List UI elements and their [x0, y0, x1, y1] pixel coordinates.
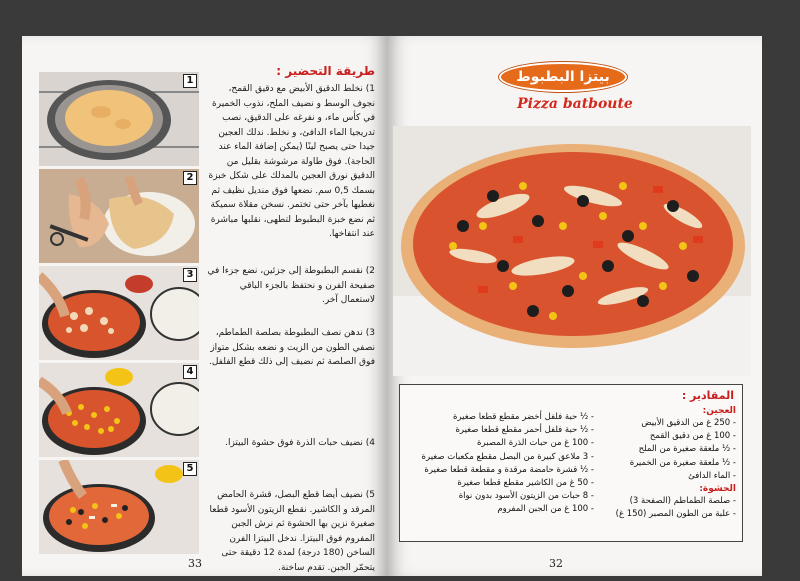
ingredients-toppings-column	[406, 411, 594, 517]
recipe-title-arabic: بيتزا البطبوط	[499, 62, 627, 92]
topping-item: - ½ قشرة حامضة مرقدة و مقطعة قطعا صغيرة	[406, 464, 594, 477]
finished-toppings-illustration	[39, 460, 199, 554]
step-photo-2	[39, 169, 199, 263]
filling-item: - صلصة الطماطم (الصفحة 3)	[596, 495, 736, 508]
step-3-text: 3) ندهن نصف البطبوطة بصلصة الطماطم، نصفي الطون من الزيت و نضعه بشكل متواز فوق الصلصة ثم نضيف إلى ذلك قطع الفلفل.	[208, 328, 375, 367]
ingredients-title: المقادير :	[681, 389, 734, 402]
hands-holding-bread-illustration	[39, 169, 199, 263]
ingredients-dough-column	[596, 405, 736, 521]
corn-topping-illustration	[39, 363, 199, 457]
step-number-2: 2	[183, 171, 197, 185]
dough-item: - 250 غ من الدقيق الأبيض	[596, 417, 736, 430]
topping-item: - ½ حبة فلفل أخضر مقطع قطعا صغيرة	[406, 411, 594, 424]
step-photo-4	[39, 363, 199, 457]
topping-item: - 100 غ من الجبن المفروم	[406, 503, 594, 516]
step-photo-1	[39, 72, 199, 166]
dough-item: - ½ ملعقة صغيرة من الخميرة	[596, 457, 736, 470]
right-page	[387, 36, 762, 576]
step-number-3: 3	[183, 268, 197, 282]
topping-item: - 8 حبات من الزيتون الأسود بدون نواة	[406, 490, 594, 503]
filling-label: الحشوة:	[699, 484, 736, 495]
topping-item: - 100 غ من حبات الذرة المصبرة	[406, 437, 594, 450]
open-book	[22, 36, 762, 578]
step-photo-5	[39, 460, 199, 554]
pizza-photo	[393, 126, 751, 376]
dough-label: العجين:	[702, 406, 736, 416]
step-number-5: 5	[183, 462, 197, 476]
dough-item: - 100 غ من دقيق القمح	[596, 430, 736, 443]
step-photo-3	[39, 266, 199, 360]
page-number-left: 33	[188, 557, 202, 570]
preparation-title: طريقة التحضير :	[276, 64, 375, 78]
dough-item: - ½ ملعقة صغيرة من الملح	[596, 443, 736, 456]
step-number-4: 4	[183, 365, 197, 379]
page-number-right: 32	[549, 557, 563, 570]
topping-item: - 50 غ من الكاشير مقطع قطعا صغيرة	[406, 477, 594, 490]
step-2-text: 2) نقسم البطبوطة إلى جزئين، نضع جزءا في صفيحة الفرن و نحتفظ بالجزء الباقي لاستعمال آخر.	[207, 266, 375, 305]
filling-item: - علبة من الطون المصبر (150 غ)	[596, 508, 736, 521]
pan-on-stove-illustration	[39, 72, 199, 166]
topping-item: - ½ حبة فلفل أحمر مقطع قطعا صغيرة	[406, 424, 594, 437]
step-4-text: 4) نضيف حبات الذرة فوق حشوة البيتزا.	[225, 438, 375, 448]
step-number-1: 1	[183, 74, 197, 88]
step-5-text: 5) نضيف أيضا قطع البصل، قشرة الحامض المرقد و الكاشير. نقطع الزيتون الأسود قطعا صغيرة نزين بها الحشوة ثم نرش الجبن المفروم فوق البيتزا. ندخل البيتزا الفرن الساخن (180 درجة) لمدة 12 دقيقة حتى يتحمّر الجبن. تقدم ساخنة.	[209, 490, 375, 573]
pizza-illustration	[393, 126, 751, 376]
step-photos	[39, 72, 199, 557]
ingredients-box	[399, 384, 743, 542]
sauce-tuna-base-illustration	[39, 266, 199, 360]
step-1-text: 1) نخلط الدقيق الأبيض مع دقيق القمح، نجوف الوسط و نضيف الملح، نذوب الخميرة في كأس ماء، و نفرغه على الدقيق، نصب تدريجيا الماء الدافئ، و نخلط. ندلك العجين جيدا حتى يصبح لينًا (يمكن إضافة الماء عند الحاجة). فوق طاولة مرشوشة بقليل من الدقيق نورق العجين بالمدلك على شكل خبزة بسمك 0,5 سم. نضعها فوق منديل نظيف ثم نغطيها بآخر حتى تختمر. نسخن مقلاة سميكة ثم نضع خبزة البطبوط لتطهى، نقلبها مباشرة عند انتفاخها.	[208, 84, 375, 239]
preparation-text	[205, 64, 375, 575]
topping-item: - 3 ملاعق كبيرة من البصل مقطع مكعبات صغيرة	[406, 451, 594, 464]
dough-item: - الماء الدافئ	[596, 470, 736, 483]
recipe-title-latin: Pizza batboute	[517, 96, 633, 112]
left-page	[22, 36, 387, 576]
